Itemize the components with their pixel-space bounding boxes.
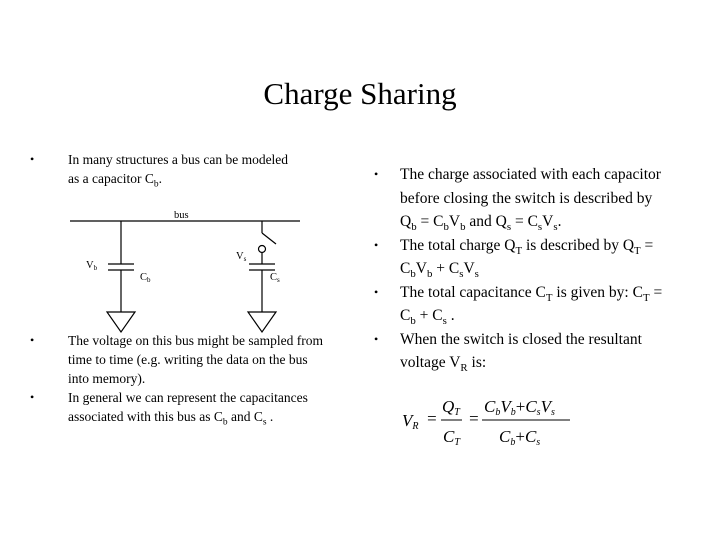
bullet-marker: • — [30, 333, 35, 347]
resultant-voltage-formula — [400, 392, 572, 450]
charge-bullet-item: • The charge associated with each capacitor before closing the switch is described by $Q_b = C_bV_b$ and $Q_s = C_sV_s$. — [400, 163, 672, 234]
resultant-voltage-bullet-item: • When the switch is closed the resultant voltage $V_R$ is: — [400, 328, 672, 375]
bus-note-item — [30, 331, 330, 388]
svg-text:VR: VR — [402, 411, 419, 432]
intro-sub: b — [153, 179, 159, 190]
bullet-marker: • — [374, 331, 379, 346]
vb-label: Vb — [86, 260, 98, 272]
bullet-marker: • — [30, 152, 35, 166]
intro-text: In many structures a bus can be modeled as a capacitor C — [68, 152, 289, 186]
bullet-marker: • — [374, 167, 379, 181]
total-charge-bullet-item: • The total charge $Q_T$ is described by $Q_T = C_bV_b + C_sV_s$ — [400, 234, 672, 281]
bus-note-item: • In general we can represent the capacitances associated with this bus as $C_b$ and $C_s$ . — [30, 390, 308, 428]
slide-title: Charge Sharing — [263, 76, 457, 111]
formula-graphic — [400, 392, 572, 450]
svg-text:CT: CT — [443, 427, 460, 448]
svg-text:=: = — [468, 409, 480, 428]
vs-label: Vs — [236, 251, 247, 263]
total-capacitance-bullet-item: • The total capacitance $C_T$ is given by: $C_T = C_b + C_s$ . — [400, 281, 672, 328]
intro-end: . — [158, 171, 162, 186]
cs-label: Cs — [270, 272, 280, 284]
bus-notes-list — [30, 331, 330, 428]
cs-ground-symbol — [248, 312, 276, 332]
bullet-marker: • — [374, 284, 379, 299]
svg-text:=: = — [426, 409, 438, 428]
svg-text:QT: QT — [442, 397, 460, 418]
switch-lever — [262, 233, 276, 244]
cb-ground-symbol — [107, 312, 135, 332]
bullet-marker: • — [30, 390, 35, 404]
bus-label: bus — [174, 210, 189, 221]
bus-note-text: The voltage on this bus might be sampled from time to time (e.g. writing the data on the bus into memory). — [68, 333, 323, 386]
bullet-marker: • — [374, 237, 379, 252]
svg-text:CbVb+CsVs: CbVb+CsVs — [484, 397, 555, 418]
svg-text:Cb+Cs: Cb+Cs — [499, 427, 541, 448]
switch-contact — [259, 246, 266, 253]
charge-bullet-list — [374, 163, 672, 375]
cb-label: Cb — [140, 272, 151, 284]
